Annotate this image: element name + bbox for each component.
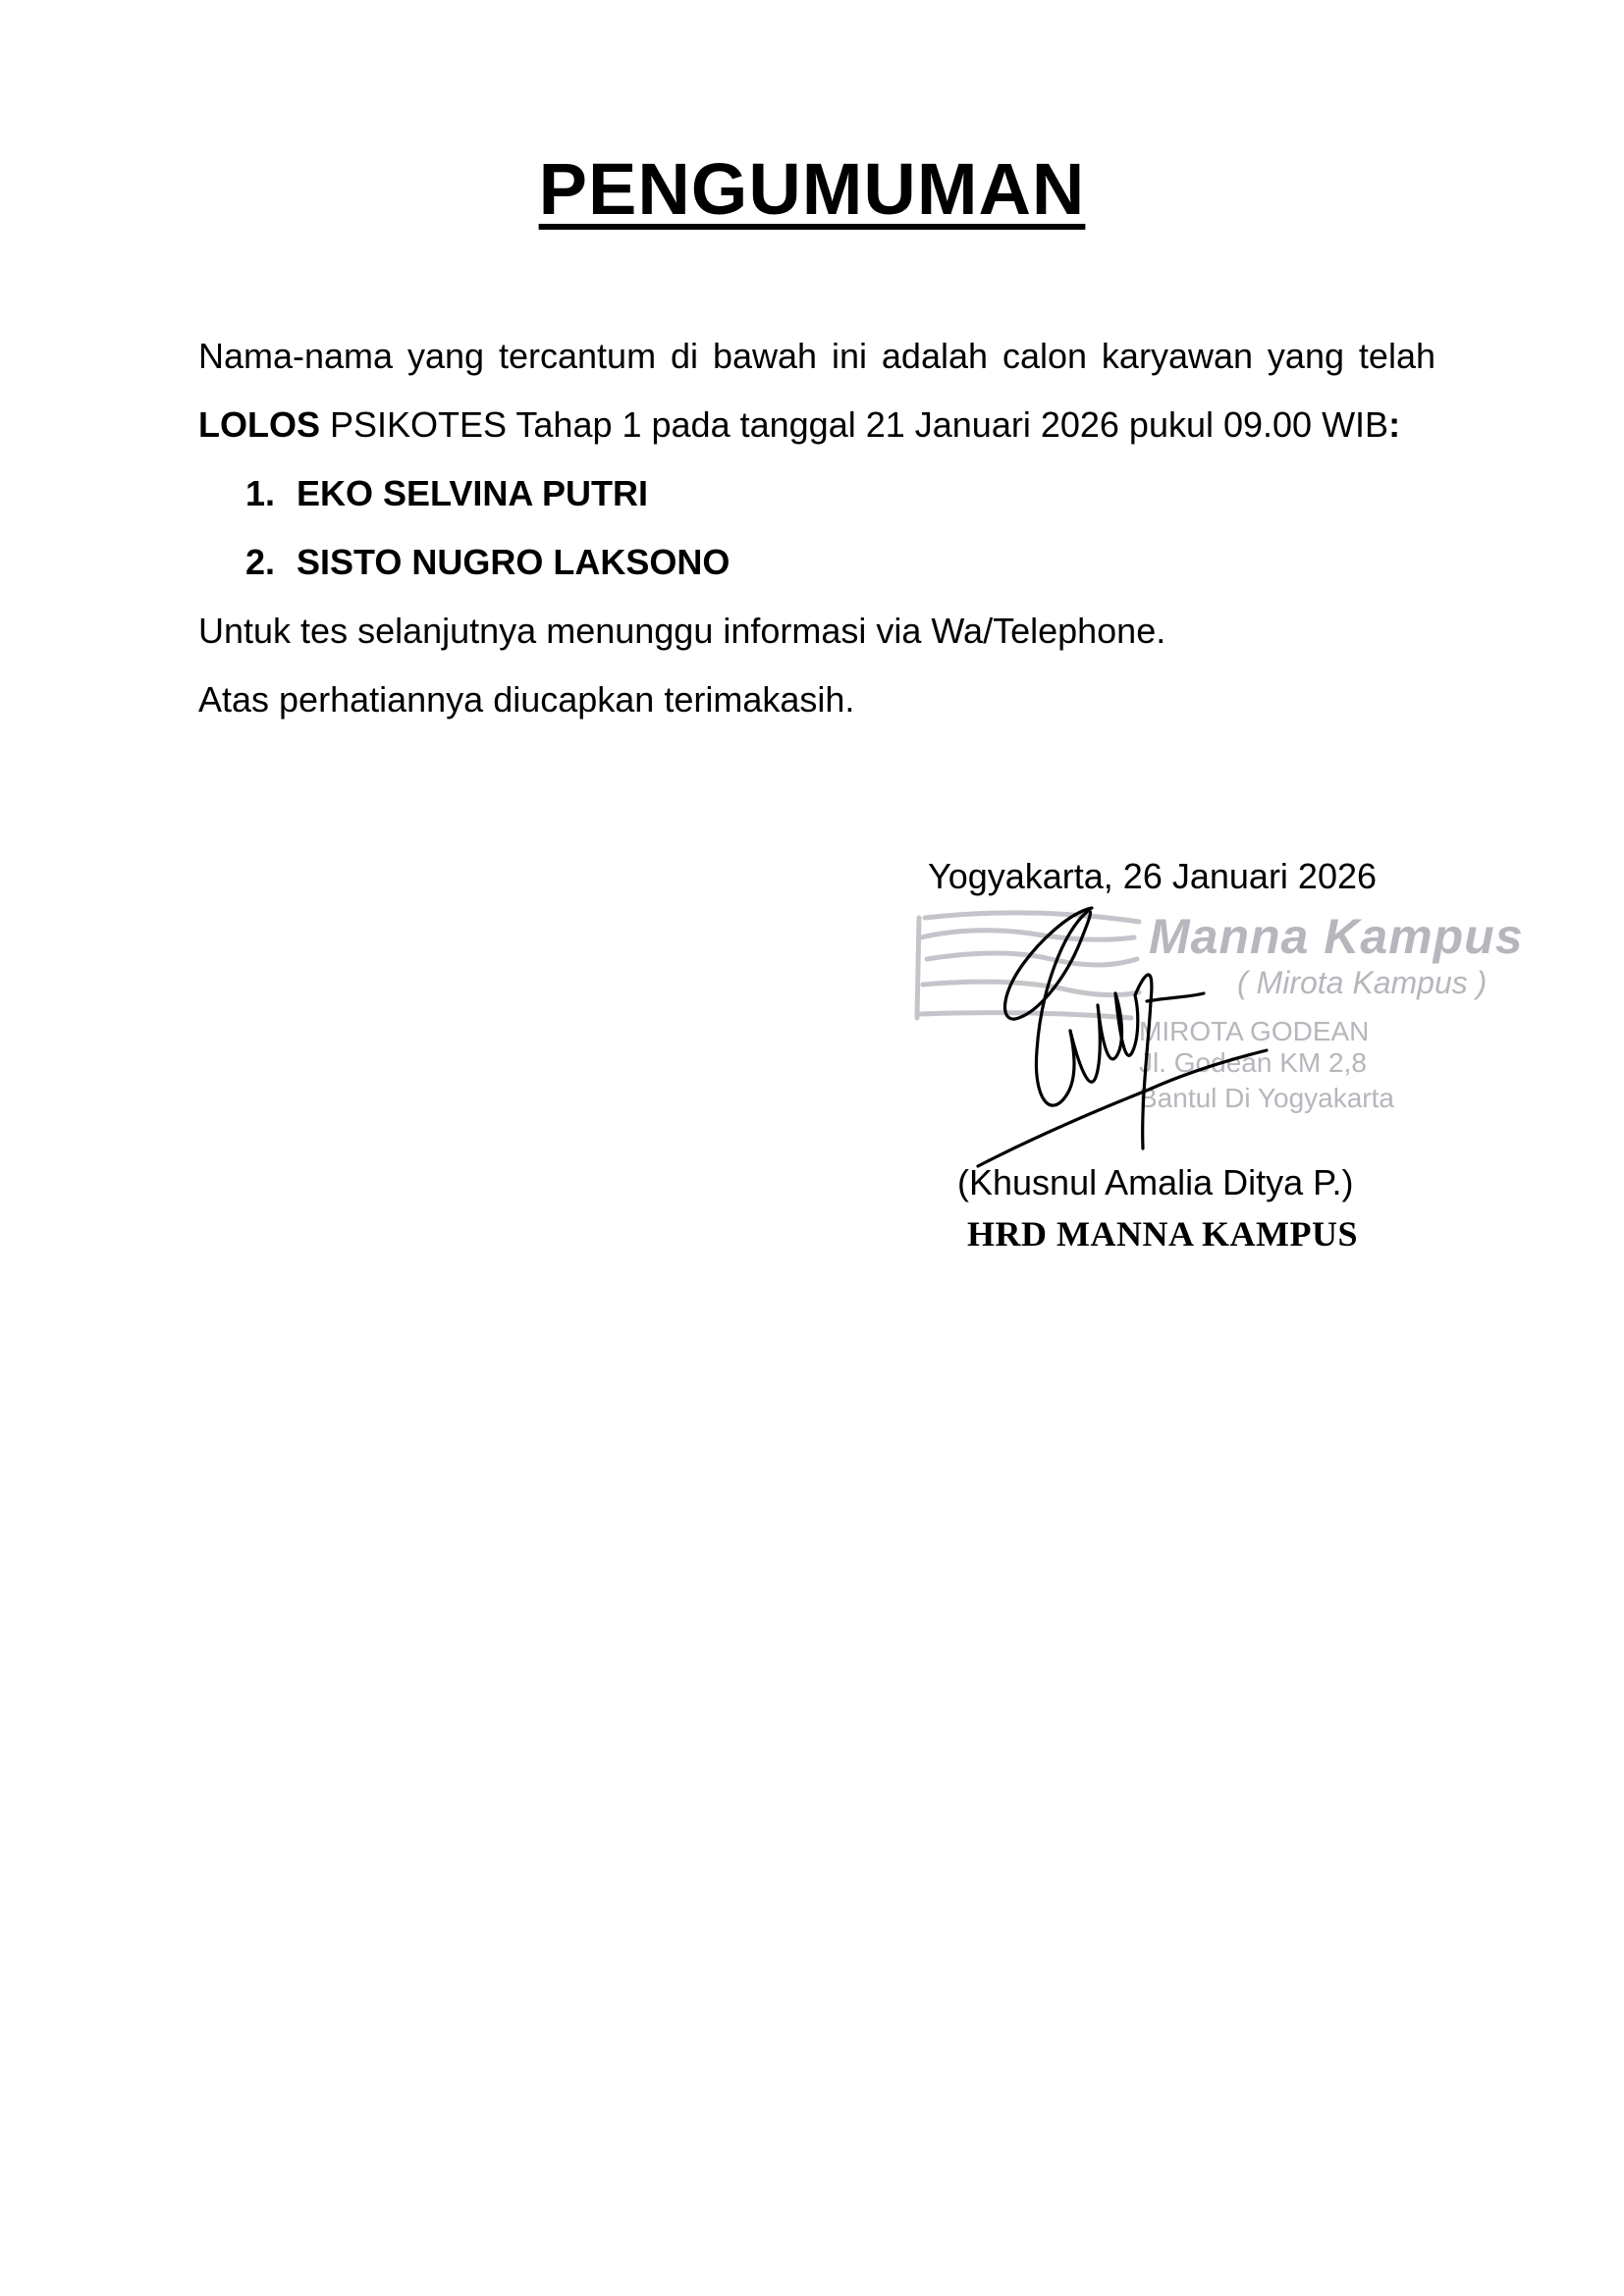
- place-date: Yogyakarta, 26 Januari 2026: [928, 856, 1378, 896]
- closing-text: Atas perhatiannya diucapkan terimakasih.: [198, 679, 855, 720]
- stamp-line-3: Bantul Di Yogyakarta: [1139, 1083, 1394, 1113]
- list-item: [198, 459, 1435, 528]
- document-title: PENGUMUMAN: [538, 148, 1086, 230]
- signer-name: (Khusnul Amalia Ditya P.): [957, 1162, 1354, 1202]
- signer-title: HRD MANNA KAMPUS: [967, 1214, 1358, 1254]
- intro-bold-lolos: LOLOS: [198, 404, 320, 445]
- intro-text-1: Nama-nama yang tercantum di bawah ini adalah calon karyawan yang telah: [198, 336, 1435, 376]
- intro-bold-colon: :: [1388, 404, 1401, 445]
- list-item: [198, 528, 1435, 597]
- candidate-number: 1.: [245, 473, 276, 513]
- stamp-line-1: MIROTA GODEAN: [1139, 1016, 1370, 1046]
- candidate-number: 2.: [245, 542, 276, 582]
- candidate-name: EKO SELVINA PUTRI: [297, 473, 649, 513]
- stamp-line-2: Jl. Godean KM 2,8: [1139, 1047, 1367, 1078]
- stamp-subtitle: ( Mirota Kampus ): [1237, 965, 1488, 1000]
- candidate-list: [198, 459, 1435, 597]
- signature-icon: [972, 903, 1286, 1168]
- intro-paragraph: [198, 322, 1435, 459]
- intro-text-2: PSIKOTES Tahap 1 pada tanggal 21 Januari 2026 pukul 09.00 WIB: [320, 404, 1389, 445]
- followup-text: Untuk tes selanjutnya menunggu informasi via Wa/Telephone.: [198, 611, 1166, 651]
- candidate-name: SISTO NUGRO LAKSONO: [297, 542, 731, 582]
- stamp-brand: Manna Kampus: [1149, 909, 1524, 964]
- document-body: [198, 322, 1435, 734]
